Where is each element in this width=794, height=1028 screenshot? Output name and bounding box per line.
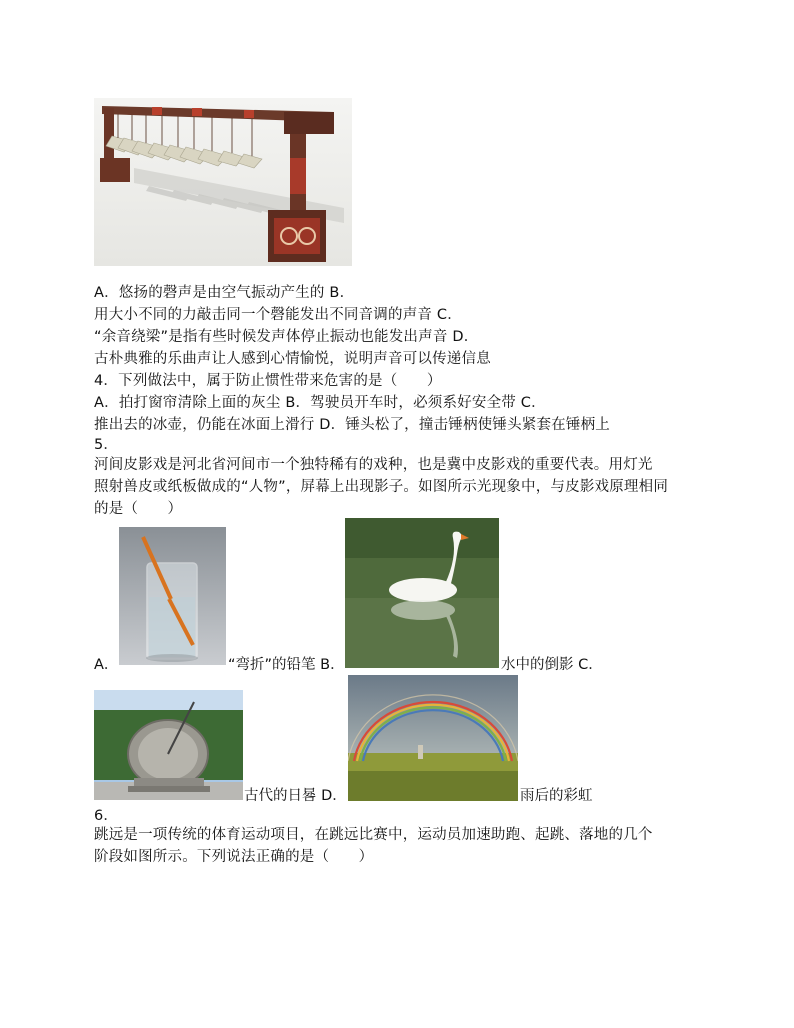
q3-option-line-4: 古朴典雅的乐曲声让人感到心情愉悦，说明声音可以传递信息 xyxy=(94,351,491,367)
q3-option-line-3: “余音绕梁”是指有些时候发声体停止振动也能发出声音 D． xyxy=(94,329,479,345)
q4-stem: 4．下列做法中，属于防止惯性带来危害的是（ ） xyxy=(94,373,442,389)
swan-reflection-image xyxy=(345,518,499,668)
q5-stem-line-2: 照射兽皮或纸板做成的“人物”，屏幕上出现影子。如图所示光现象中，与皮影戏原理相同 xyxy=(94,479,669,495)
q4-option-line-1: A．拍打窗帘清除上面的灰尘 B．驾驶员开车时，必须系好安全带 C． xyxy=(94,395,546,411)
q5-option-a-label: A． xyxy=(94,657,119,673)
q5-stem-line-3: 的是（ ） xyxy=(94,501,183,517)
q5-option-c-caption: 古代的日晷 D． xyxy=(244,788,347,804)
q5-option-a-caption: “弯折”的铅笔 B． xyxy=(228,657,345,673)
q6-stem-line-2: 阶段如图所示。下列说法正确的是（ ） xyxy=(94,849,374,865)
q5-number: 5． xyxy=(94,437,119,453)
q3-option-line-2: 用大小不同的力敲击同一个磬能发出不同音调的声音 C． xyxy=(94,307,462,323)
q5-stem-line-1: 河间皮影戏是河北省河间市一个独特稀有的戏种，也是冀中皮影戏的重要代表。用灯光 xyxy=(94,457,653,473)
bent-pencil-image xyxy=(119,527,226,665)
q5-option-b-caption: 水中的倒影 C． xyxy=(501,657,603,673)
q4-option-line-2: 推出去的冰壶，仍能在冰面上滑行 D．锤头松了，撞击锤柄使锤头紧套在锤柄上 xyxy=(94,417,610,433)
sundial-image xyxy=(94,690,243,800)
rainbow-image xyxy=(348,675,518,801)
q3-option-line-1: A．悠扬的磬声是由空气振动产生的 B． xyxy=(94,285,355,301)
q5-option-d-caption: 雨后的彩虹 xyxy=(520,788,593,804)
bianqing-chime-image xyxy=(94,98,352,266)
q6-stem-line-1: 跳远是一项传统的体育运动项目，在跳远比赛中，运动员加速助跑、起跳、落地的几个 xyxy=(94,827,653,843)
q6-number: 6． xyxy=(94,808,119,824)
